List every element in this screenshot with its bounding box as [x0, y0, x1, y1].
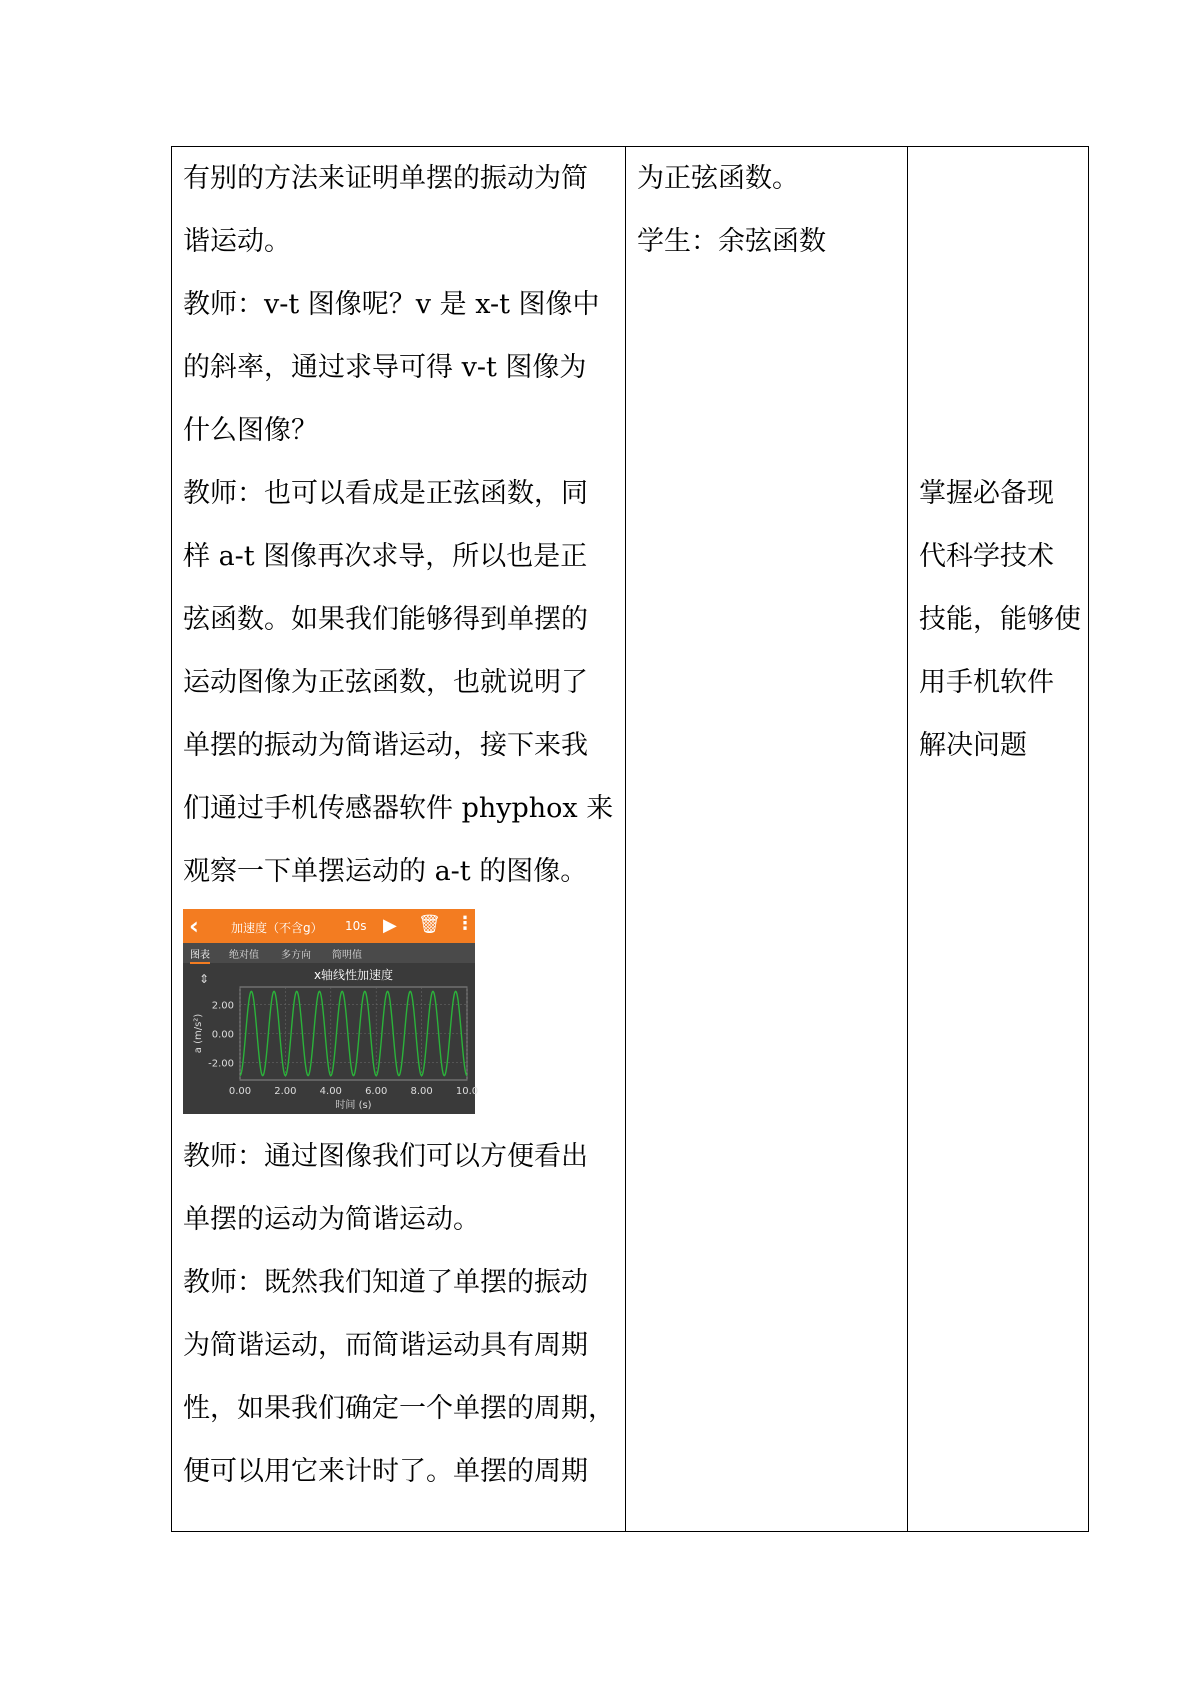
play-icon: ▶	[383, 915, 397, 936]
axis-toggle-icon: ⇕	[199, 972, 210, 986]
text-line: 有别的方法来证明单摆的振动为简	[183, 163, 588, 194]
teacher-activity-column	[172, 147, 626, 1531]
text-line: 为简谐运动，而简谐运动具有周期	[183, 1330, 588, 1361]
text-line: 用手机软件	[919, 667, 1054, 698]
tab-simple: 简明值	[332, 950, 362, 961]
app-title: 加速度（不含g）	[231, 921, 323, 935]
student-activity-column	[626, 147, 908, 1531]
y-tick-label: 0.00	[211, 1029, 234, 1041]
design-intent-column	[908, 147, 1088, 1531]
text-line: 教师：既然我们知道了单摆的振动	[183, 1267, 588, 1298]
app-tabs	[183, 943, 475, 963]
phyphox-screenshot	[183, 909, 479, 1114]
x-tick-label: 2.00	[274, 1086, 297, 1097]
x-axis-label: 时间 (s)	[335, 1100, 372, 1111]
text-line: 单摆的振动为简谐运动，接下来我	[183, 730, 588, 761]
y-tick-label: 2.00	[211, 1000, 234, 1012]
duration-label: 10s	[345, 919, 367, 933]
text-line: 什么图像？	[183, 415, 318, 446]
x-tick-label: 0.00	[228, 1086, 252, 1097]
text-line: 教师：也可以看成是正弦函数，同	[183, 478, 588, 509]
text-line: 代科学技术	[919, 541, 1054, 572]
text-line: 样 a-t 图像再次求导，所以也是正	[183, 541, 588, 572]
text-line: 掌握必备现	[919, 478, 1054, 509]
text-line: 观察一下单摆运动的 a-t 的图像。	[183, 856, 588, 887]
text-line: 单摆的运动为简谐运动。	[183, 1204, 480, 1235]
text-line: 性，如果我们确定一个单摆的周期，	[183, 1393, 615, 1424]
text-line: 便可以用它来计时了。单摆的周期	[183, 1456, 588, 1487]
text-line: 技能，能够使	[919, 604, 1081, 635]
lesson-table	[171, 146, 1089, 1532]
text-line: 运动图像为正弦函数，也就说明了	[183, 667, 588, 698]
x-tick-label: 4.00	[319, 1086, 342, 1097]
acceleration-chart	[183, 963, 479, 1114]
text-line: 的斜率，通过求导可得 v-t 图像为	[183, 352, 587, 383]
y-tick-label: -2.00	[208, 1058, 234, 1070]
tab-absolute: 绝对值	[229, 950, 259, 961]
tab-graph: 图表	[190, 946, 210, 964]
text-line: 弦函数。如果我们能够得到单摆的	[183, 604, 588, 635]
text-line: 教师：v-t 图像呢？v 是 x-t 图像中	[183, 289, 600, 320]
text-line: 学生：余弦函数	[637, 226, 826, 257]
text-line: 为正弦函数。	[637, 163, 799, 194]
more-menu-icon: ⋮	[456, 913, 474, 934]
text-line: 谐运动。	[183, 226, 291, 257]
app-header	[183, 909, 475, 943]
x-tick-label: 6.00	[365, 1086, 388, 1097]
x-tick-label: 10.0	[455, 1086, 479, 1097]
x-tick-label: 8.00	[410, 1086, 433, 1097]
chart-title: x轴线性加速度	[313, 968, 394, 982]
text-line: 们通过手机传感器软件 phyphox 来	[183, 793, 614, 824]
tab-multi: 多方向	[281, 950, 311, 961]
text-line: 解决问题	[919, 730, 1027, 761]
text-line: 教师：通过图像我们可以方便看出	[183, 1141, 588, 1172]
back-arrow-icon: ‹	[189, 912, 199, 940]
y-axis-label: a (m/s²)	[193, 1013, 204, 1054]
trash-icon: 🗑	[418, 914, 441, 935]
